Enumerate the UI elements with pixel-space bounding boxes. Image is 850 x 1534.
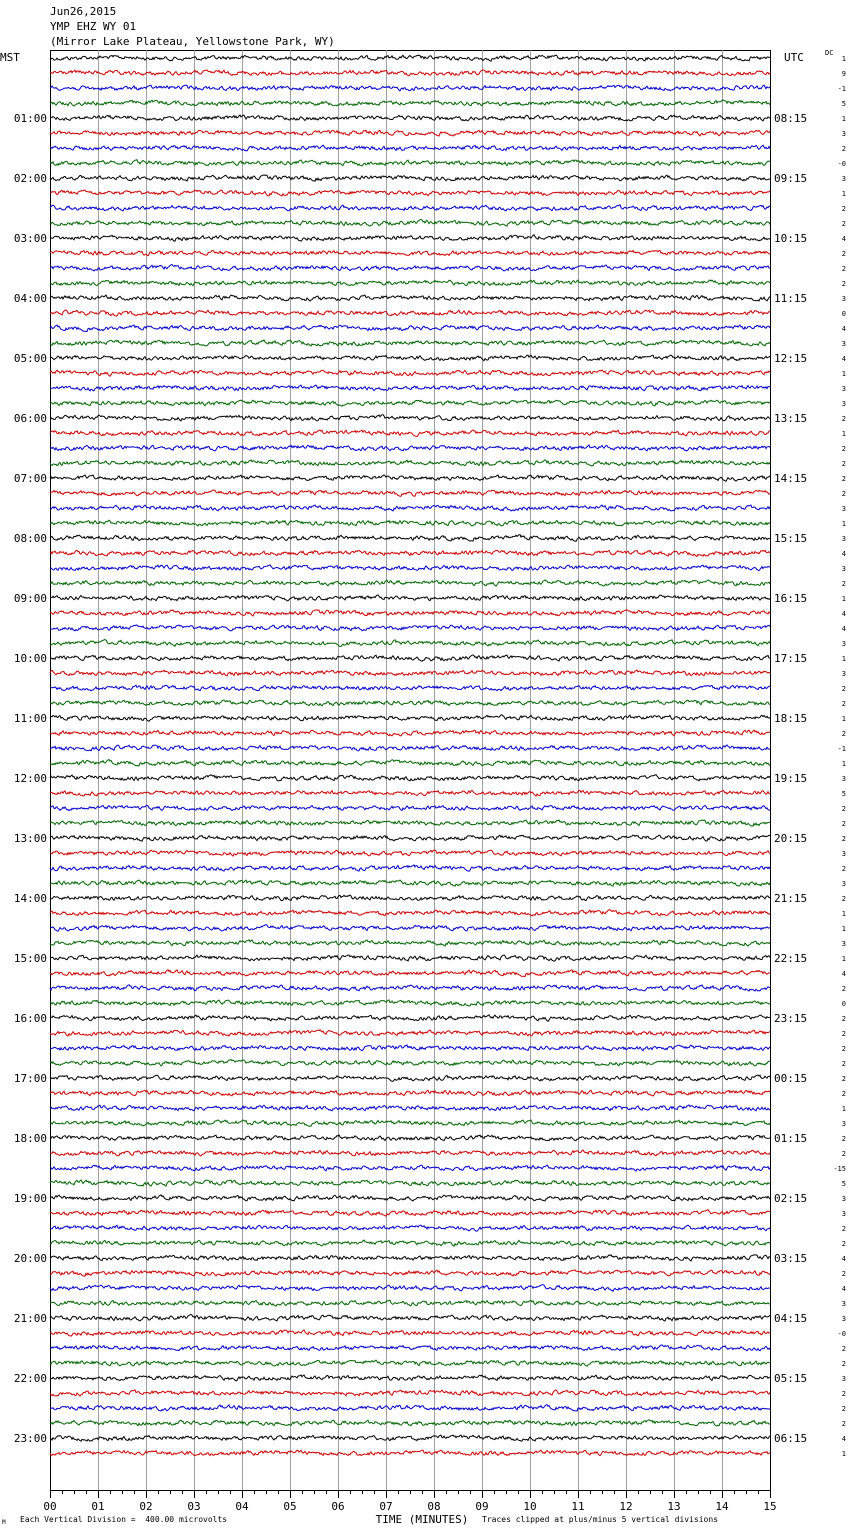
dc-offset-label: 3 [841, 565, 846, 573]
dc-offset-label: 3 [841, 1315, 846, 1323]
trace-row [50, 745, 770, 751]
right-hour-label: 00:15 [774, 1072, 808, 1085]
trace-row [50, 1210, 770, 1217]
trace-row [50, 1330, 770, 1336]
trace-row [50, 1360, 770, 1366]
trace-row [50, 445, 770, 451]
dc-offset-label: 1 [841, 430, 846, 438]
trace-row [50, 1270, 770, 1276]
right-hour-label: 14:15 [774, 472, 808, 485]
right-hour-label: 13:15 [774, 412, 808, 425]
dc-offset-label: 2 [841, 280, 846, 288]
dc-offset-label: 3 [841, 940, 846, 948]
dc-offset-label: 1 [841, 370, 846, 378]
trace-row [50, 850, 770, 856]
dc-offset-label: 3 [841, 130, 846, 138]
x-tick-label: 09 [475, 1500, 489, 1513]
dc-offset-label: 3 [841, 1195, 846, 1203]
dc-offset-label: 3 [841, 175, 846, 183]
trace-row [50, 1240, 770, 1246]
trace-row [50, 730, 770, 736]
trace-row [50, 475, 770, 481]
trace-row [50, 1300, 770, 1306]
trace-row [50, 385, 770, 391]
dc-offset-label: -0 [837, 1330, 846, 1338]
dc-offset-label: 3 [841, 340, 846, 348]
trace-row [50, 400, 770, 406]
dc-offset-label: 4 [841, 550, 846, 558]
dc-offset-label: 0 [841, 1000, 846, 1008]
dc-offset-label: 3 [841, 850, 846, 858]
trace-row [50, 370, 770, 376]
dc-offset-label: 0 [841, 310, 846, 318]
x-tick-label: 13 [667, 1500, 681, 1513]
x-tick-label: 06 [331, 1500, 345, 1513]
trace-row [50, 1165, 770, 1171]
right-hour-label: 12:15 [774, 352, 808, 365]
trace-row [50, 1060, 770, 1066]
dc-offset-label: 5 [841, 1180, 846, 1188]
trace-row [50, 145, 770, 151]
trace-row [50, 325, 770, 332]
trace-row [50, 1015, 770, 1022]
trace-row [50, 115, 770, 121]
trace-row [50, 985, 770, 991]
left-hour-label: 10:00 [13, 652, 47, 665]
left-hour-label: 18:00 [13, 1132, 47, 1145]
dc-offset-label: 4 [841, 1285, 846, 1293]
dc-offset-label: 2 [841, 820, 846, 828]
trace-row [50, 1075, 770, 1081]
right-hour-label: 09:15 [774, 172, 808, 185]
trace-row [50, 430, 770, 437]
left-hour-label: 23:00 [13, 1432, 47, 1445]
dc-offset-label: 2 [841, 1240, 846, 1248]
trace-row [50, 910, 770, 916]
x-tick-label: 15 [763, 1500, 777, 1513]
trace-row [50, 970, 770, 977]
trace-row [50, 460, 770, 466]
trace-row [50, 1135, 770, 1141]
trace-row [50, 160, 770, 166]
dc-offset-label: 2 [841, 460, 846, 468]
trace-row [50, 280, 770, 286]
trace-row [50, 670, 770, 676]
dc-offset-label: 2 [841, 1345, 846, 1353]
trace-row [50, 1105, 770, 1111]
dc-offset-label: 2 [841, 250, 846, 258]
x-tick-label: 10 [523, 1500, 537, 1513]
dc-offset-labels [833, 55, 846, 1458]
right-hour-label: 02:15 [774, 1192, 808, 1205]
right-hour-label: 16:15 [774, 592, 808, 605]
trace-row [50, 1150, 770, 1156]
dc-offset-label: 4 [841, 625, 846, 633]
dc-offset-label: 2 [841, 1150, 846, 1158]
trace-row [50, 265, 770, 271]
x-tick-label: 14 [715, 1500, 729, 1513]
dc-offset-label: 2 [841, 1045, 846, 1053]
right-timezone-label: UTC [784, 51, 804, 64]
trace-row [50, 1390, 770, 1396]
trace-row [50, 595, 770, 601]
dc-offset-label: 1 [841, 1450, 846, 1458]
trace-row [50, 760, 770, 766]
right-hour-label: 05:15 [774, 1372, 808, 1385]
minute-gridlines [99, 50, 723, 1490]
dc-offset-label: 4 [841, 235, 846, 243]
dc-offset-label: 2 [841, 1015, 846, 1023]
trace-row [50, 1000, 770, 1006]
dc-offset-label: 2 [841, 700, 846, 708]
dc-offset-label: 2 [841, 415, 846, 423]
left-hour-label: 17:00 [13, 1072, 47, 1085]
trace-row [50, 340, 770, 346]
trace-row [50, 700, 770, 706]
trace-row [50, 775, 770, 781]
x-tick-label: 08 [427, 1500, 441, 1513]
right-hour-label: 18:15 [774, 712, 808, 725]
trace-row [50, 880, 770, 886]
dc-offset-label: 1 [841, 520, 846, 528]
dc-offset-label: 5 [841, 790, 846, 798]
trace-row [50, 1435, 770, 1441]
dc-offset-label: 2 [841, 1075, 846, 1083]
trace-row [50, 130, 770, 136]
dc-offset-label: 2 [841, 685, 846, 693]
left-hour-label: 02:00 [13, 172, 47, 185]
x-tick-label: 07 [379, 1500, 393, 1513]
left-hour-label: 07:00 [13, 472, 47, 485]
trace-row [50, 1180, 770, 1186]
right-hour-label: 22:15 [774, 952, 808, 965]
trace-row [50, 250, 770, 255]
right-hour-label: 21:15 [774, 892, 808, 905]
dc-offset-label: 3 [841, 295, 846, 303]
left-hour-label: 21:00 [13, 1312, 47, 1325]
x-tick-label: 05 [283, 1500, 297, 1513]
trace-row [50, 640, 770, 647]
trace-row [50, 1195, 770, 1201]
dc-offset-label: 2 [841, 145, 846, 153]
x-axis-ticks [43, 1490, 776, 1513]
dc-offset-label: 2 [841, 445, 846, 453]
dc-offset-label: 1 [841, 595, 846, 603]
left-hour-label: 13:00 [13, 832, 47, 845]
left-hour-label: 19:00 [13, 1192, 47, 1205]
dc-offset-label: 2 [841, 1420, 846, 1428]
trace-row [50, 1375, 770, 1381]
x-tick-label: 11 [571, 1500, 585, 1513]
dc-offset-label: 1 [841, 1105, 846, 1113]
trace-row [50, 1285, 770, 1292]
trace-row [50, 1405, 770, 1412]
trace-row [50, 790, 770, 796]
dc-offset-label: 3 [841, 1210, 846, 1218]
dc-offset-label: 1 [841, 55, 846, 63]
dc-offset-label: 2 [841, 580, 846, 588]
left-hour-label: 16:00 [13, 1012, 47, 1025]
trace-row [50, 625, 770, 631]
trace-row [50, 190, 770, 196]
dc-offset-label: 1 [841, 715, 846, 723]
dc-offset-label: 2 [841, 1405, 846, 1413]
right-hour-label: 11:15 [774, 292, 808, 305]
trace-row [50, 205, 770, 211]
dc-offset-label: 2 [841, 1090, 846, 1098]
dc-offset-label: 3 [841, 775, 846, 783]
trace-row [50, 310, 770, 316]
dc-offset-label: 2 [841, 1135, 846, 1143]
dc-offset-label: 1 [841, 910, 846, 918]
right-hour-label: 04:15 [774, 1312, 808, 1325]
left-timezone-label: MST [0, 51, 20, 64]
left-hour-label: 03:00 [13, 232, 47, 245]
left-hour-label: 15:00 [13, 952, 47, 965]
x-tick-label: 04 [235, 1500, 249, 1513]
dc-offset-label: 4 [841, 610, 846, 618]
x-tick-label: 12 [619, 1500, 633, 1513]
left-hour-label: 05:00 [13, 352, 47, 365]
right-hour-label: 06:15 [774, 1432, 808, 1445]
dc-offset-label: 1 [841, 760, 846, 768]
x-tick-label: 00 [43, 1500, 57, 1513]
dc-offset-label: 2 [841, 1360, 846, 1368]
clip-note: Traces clipped at plus/minus 5 vertical divisions [482, 1515, 719, 1524]
left-hour-label: 11:00 [13, 712, 47, 725]
trace-row [50, 55, 770, 61]
left-hour-label: 06:00 [13, 412, 47, 425]
trace-row [50, 175, 770, 181]
dc-offset-label: 3 [841, 535, 846, 543]
dc-offset-label: 2 [841, 490, 846, 498]
left-hour-label: 08:00 [13, 532, 47, 545]
dc-offset-label: 2 [841, 475, 846, 483]
trace-row [50, 835, 770, 841]
dc-offset-label: 2 [841, 205, 846, 213]
trace-row [50, 1450, 770, 1456]
left-hour-label: 04:00 [13, 292, 47, 305]
trace-row [50, 295, 770, 301]
trace-row [50, 655, 770, 661]
trace-row [50, 1345, 770, 1351]
dc-offset-label: 2 [841, 895, 846, 903]
dc-offset-label: 3 [841, 640, 846, 648]
dc-offset-label: -0 [837, 160, 846, 168]
left-hour-label: 14:00 [13, 892, 47, 905]
trace-row [50, 955, 770, 961]
trace-row [50, 1255, 770, 1261]
dc-offset-label: 2 [841, 265, 846, 273]
dc-offset-label: 4 [841, 355, 846, 363]
dc-offset-label: 1 [841, 115, 846, 123]
corner-mark: M [2, 1519, 6, 1526]
right-hour-label: 03:15 [774, 1252, 808, 1265]
right-hour-label: 08:15 [774, 112, 808, 125]
dc-offset-label: 1 [841, 190, 846, 198]
dc-offset-label: 3 [841, 1375, 846, 1383]
trace-row [50, 895, 770, 901]
dc-offset-label: 2 [841, 730, 846, 738]
right-hour-label: 10:15 [774, 232, 808, 245]
left-hour-label: 22:00 [13, 1372, 47, 1385]
dc-offset-label: 4 [841, 1435, 846, 1443]
dc-offset-label: 2 [841, 220, 846, 228]
dc-offset-label: 5 [841, 100, 846, 108]
dc-offset-label: 4 [841, 1255, 846, 1263]
right-hour-label: 15:15 [774, 532, 808, 545]
dc-offset-label: 3 [841, 505, 846, 513]
dc-offset-label: 3 [841, 400, 846, 408]
x-axis-title: TIME (MINUTES) [375, 1513, 469, 1526]
trace-row [50, 490, 770, 496]
x-tick-label: 02 [139, 1500, 153, 1513]
dc-offset-label: 4 [841, 970, 846, 978]
trace-row [50, 865, 770, 871]
trace-row [50, 940, 770, 946]
dc-offset-label: 2 [841, 865, 846, 873]
trace-row [50, 610, 770, 616]
chart-location: (Mirror Lake Plateau, Yellowstone Park, WY) [50, 35, 335, 48]
trace-row [50, 520, 770, 526]
trace-row [50, 100, 770, 106]
trace-row [50, 505, 770, 511]
right-hour-label: 20:15 [774, 832, 808, 845]
dc-offset-label: 2 [841, 835, 846, 843]
trace-row [50, 550, 770, 556]
left-hour-label: 20:00 [13, 1252, 47, 1265]
trace-row [50, 70, 770, 76]
trace-row [50, 535, 770, 542]
dc-offset-label: 3 [841, 1120, 846, 1128]
left-hour-label: 01:00 [13, 112, 47, 125]
trace-row [50, 1314, 770, 1321]
trace-row [50, 235, 770, 241]
dc-offset-label: 1 [841, 955, 846, 963]
right-hour-label: 19:15 [774, 772, 808, 785]
left-hour-label: 12:00 [13, 772, 47, 785]
dc-offset-label: 2 [841, 985, 846, 993]
left-hour-label: 09:00 [13, 592, 47, 605]
trace-row [50, 219, 770, 226]
chart-station: YMP EHZ WY 01 [50, 20, 137, 33]
trace-row [50, 1090, 770, 1096]
trace-group [50, 55, 770, 1455]
dc-offset-label: 2 [841, 1030, 846, 1038]
dc-offset-label: 3 [841, 670, 846, 678]
dc-offset-label: 1 [841, 925, 846, 933]
right-hour-label: 17:15 [774, 652, 808, 665]
trace-row [50, 1045, 770, 1051]
dc-offset-label: 9 [841, 70, 846, 78]
x-tick-label: 03 [187, 1500, 201, 1513]
trace-row [50, 715, 770, 722]
chart-date: Jun26,2015 [50, 5, 117, 18]
dc-offset-label: 2 [841, 1225, 846, 1233]
trace-row [50, 355, 770, 361]
dc-label: DC [825, 49, 834, 57]
right-hour-label: 23:15 [774, 1012, 808, 1025]
right-hour-label: 01:15 [774, 1132, 808, 1145]
trace-row [50, 580, 770, 586]
dc-offset-label: -1 [837, 745, 846, 753]
dc-offset-label: 1 [841, 655, 846, 663]
dc-offset-label: 4 [841, 325, 846, 333]
trace-row [50, 1120, 770, 1126]
trace-row [50, 925, 770, 932]
trace-row [50, 1030, 770, 1036]
dc-offset-label: -1 [837, 85, 846, 93]
scale-note: Each Vertical Division = 400.00 microvolts [20, 1515, 228, 1524]
dc-offset-label: 2 [841, 1060, 846, 1068]
dc-offset-label: 2 [841, 1270, 846, 1278]
dc-offset-label: 3 [841, 385, 846, 393]
dc-offset-label: 3 [841, 1300, 846, 1308]
trace-row [50, 415, 770, 421]
trace-row [50, 85, 770, 91]
trace-row [50, 1225, 770, 1231]
dc-offset-label: 3 [841, 880, 846, 888]
dc-offset-label: -15 [833, 1165, 846, 1173]
dc-offset-label: 2 [841, 1390, 846, 1398]
trace-row [50, 565, 770, 571]
trace-row [50, 1420, 770, 1426]
trace-row [50, 805, 770, 810]
trace-row [50, 820, 770, 826]
trace-row [50, 685, 770, 691]
x-tick-label: 01 [91, 1500, 105, 1513]
dc-offset-label: 2 [841, 805, 846, 813]
